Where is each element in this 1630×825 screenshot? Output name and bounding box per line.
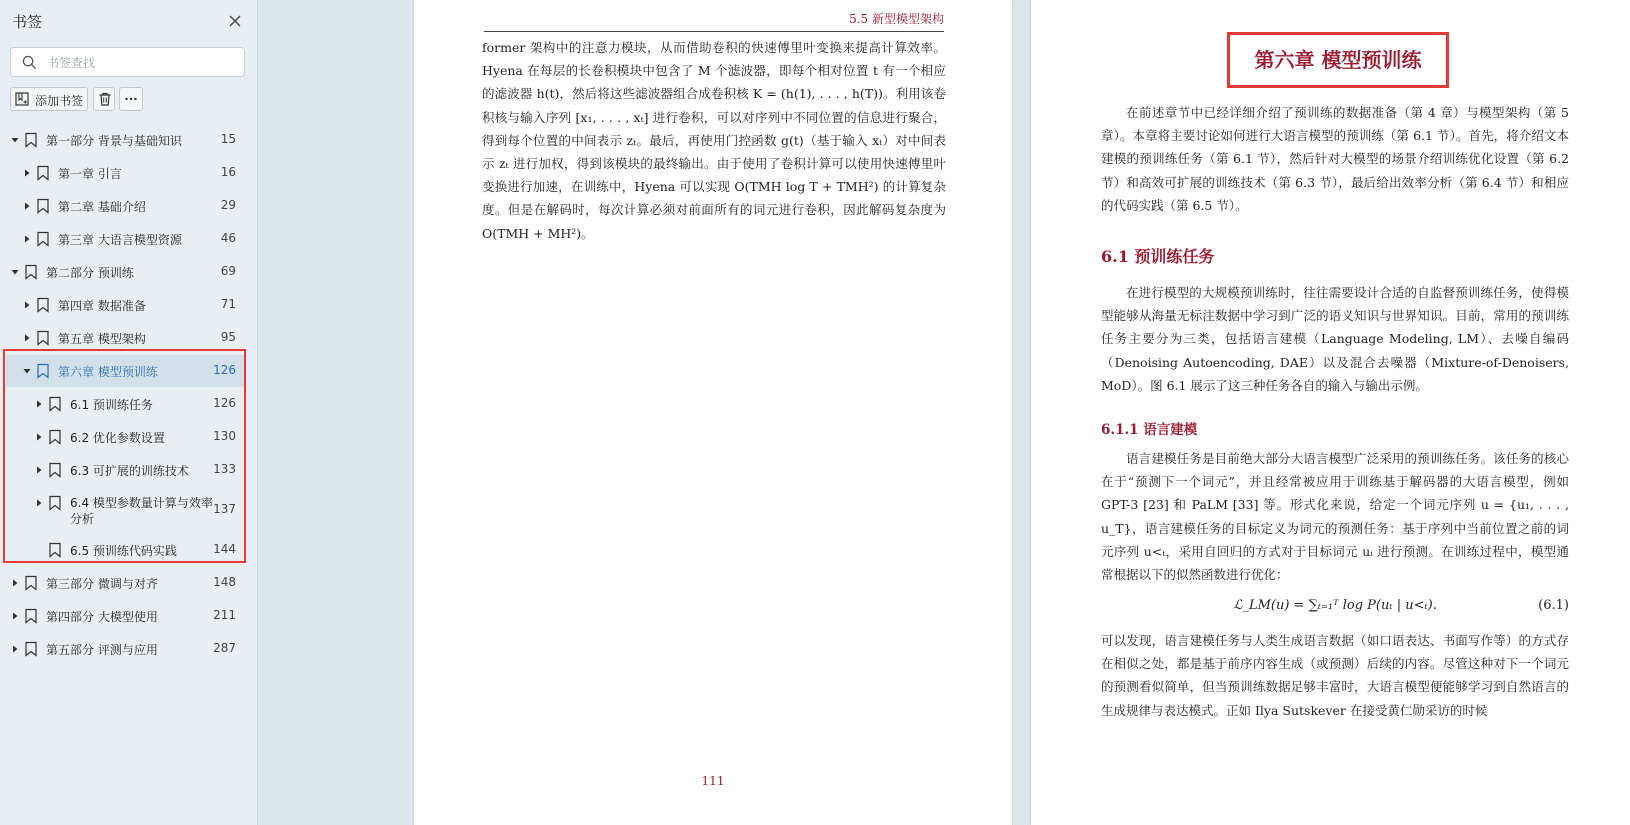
bookmark-label: 第一部分 背景与基础知识 xyxy=(46,134,182,148)
bookmark-item[interactable] xyxy=(6,388,244,420)
bookmark-page-number: 130 xyxy=(213,429,236,443)
bookmark-label: 6.3 可扩展的训练技术 xyxy=(70,464,189,478)
caret-right-icon[interactable] xyxy=(10,611,20,621)
bookmark-search-box[interactable] xyxy=(10,47,245,77)
section-title: 6.1 预训练任务 xyxy=(1101,247,1215,266)
document-page-left xyxy=(414,0,1012,825)
document-page-right xyxy=(1031,0,1630,825)
delete-bookmark-button[interactable] xyxy=(93,87,115,111)
bookmark-label: 第六章 模型预训练 xyxy=(58,365,158,379)
bookmark-item[interactable] xyxy=(6,223,244,255)
bookmark-icon xyxy=(24,132,38,148)
bookmark-icon xyxy=(48,495,62,511)
bookmark-page-number: 29 xyxy=(220,198,236,212)
caret-right-icon[interactable] xyxy=(34,498,44,508)
bookmark-label: 6.1 预训练任务 xyxy=(70,398,153,412)
equation-number: (6.1) xyxy=(1538,598,1569,613)
caret-right-icon[interactable] xyxy=(22,168,32,178)
bookmark-page-number: 287 xyxy=(213,641,236,655)
caret-right-icon[interactable] xyxy=(22,333,32,343)
running-head: 5.5 新型模型架构 xyxy=(484,10,944,32)
bookmark-item[interactable] xyxy=(6,421,244,453)
bookmark-icon xyxy=(24,641,38,657)
caret-right-icon[interactable] xyxy=(10,644,20,654)
bookmark-icon xyxy=(48,396,62,412)
bookmark-item[interactable] xyxy=(6,157,244,189)
caret-right-icon[interactable] xyxy=(10,578,20,588)
add-bookmark-button[interactable] xyxy=(10,87,88,111)
bookmark-page-number: 16 xyxy=(220,165,236,179)
bookmark-item[interactable] xyxy=(6,600,244,632)
chapter-title-highlight xyxy=(1227,32,1449,88)
bookmark-page-number: 15 xyxy=(220,132,236,146)
bookmark-sidebar xyxy=(0,0,258,825)
bookmark-icon xyxy=(36,363,50,379)
bookmark-page-number: 126 xyxy=(213,363,236,377)
chapter-title: 第六章 模型预训练 xyxy=(1254,48,1422,72)
subsection-paragraph: 语言建模任务是目前绝大部分大语言模型广泛采用的预训练任务。该任务的核心在于“预测下一个词元”，并且经常被应用于训练基于解码器的大语言模型，例如 GPT-3 [23] 和 PaLM [33] 等。形式化来说，给定一个词元序列 u = {u₁, . . . , u_T}，语言建模任务的目标定义为词元的预测任务：基于序列中当前位置之前的词元序列 u<ₜ，采用自回归的方式对于目标词元 uᵢ 进行预测。在训练过程中，模型通常根据以下的似然函数进行优化： xyxy=(1101,451,1569,583)
bookmark-label: 第四部分 大模型使用 xyxy=(46,610,158,624)
continuation-paragraph: 可以发现，语言建模任务与人类生成语言数据（如口语表达、书面写作等）的方式存在相似之处，都是基于前序内容生成（或预测）后续的内容。尽管这种对下一个词元的预测看似简单，但当预训练数据足够丰富时，大语言模型便能够学习到自然语言的生成规律与表达模式。正如 Ilya Sutskever 在接受黄仁勋采访的时候 xyxy=(1101,633,1569,718)
bookmark-label: 第五章 模型架构 xyxy=(58,332,146,346)
bookmark-label: 第三章 大语言模型资源 xyxy=(58,233,182,247)
bookmark-icon xyxy=(48,462,62,478)
bookmark-page-number: 137 xyxy=(213,502,236,516)
bookmark-icon xyxy=(24,264,38,280)
bookmark-item[interactable] xyxy=(6,355,244,387)
more-icon xyxy=(123,91,139,107)
bookmark-search-input[interactable] xyxy=(45,52,239,74)
bookmark-label: 6.2 优化参数设置 xyxy=(70,431,165,445)
subsection-title: 6.1.1 语言建模 xyxy=(1101,422,1198,438)
bookmark-item[interactable] xyxy=(6,454,244,486)
section-paragraph: 在进行模型的大规模预训练时，往往需要设计合适的自监督预训练任务，使得模型能够从海量无标注数据中学习到广泛的语义知识与世界知识。目前，常用的预训练任务主要分为三类，包括语言建模（Language Modeling, LM）、去噪自编码（Denoising Autoencoding, DAE）以及混合去噪器（Mixture-of-Denoisers, MoD）。图 6.1 展示了这三种任务各自的输入与输出示例。 xyxy=(1101,285,1569,393)
bookmark-item[interactable] xyxy=(6,289,244,321)
bookmark-page-number: 126 xyxy=(213,396,236,410)
equation-6-1 xyxy=(1101,588,1569,630)
bookmark-icon xyxy=(24,608,38,624)
bookmark-label: 第五部分 评测与应用 xyxy=(46,643,158,657)
bookmark-icon xyxy=(36,297,50,313)
bookmark-label: 第二部分 预训练 xyxy=(46,266,134,280)
bookmark-item[interactable] xyxy=(6,124,244,156)
bookmark-label: 6.5 预训练代码实践 xyxy=(70,544,177,558)
more-options-button[interactable] xyxy=(119,87,143,111)
bookmark-item[interactable] xyxy=(6,633,244,665)
bookmark-item[interactable] xyxy=(6,190,244,222)
bookmark-item[interactable] xyxy=(6,534,244,566)
bookmark-label: 第二章 基础介绍 xyxy=(58,200,146,214)
bookmark-icon xyxy=(36,165,50,181)
bookmark-page-number: 133 xyxy=(213,462,236,476)
bookmark-icon xyxy=(48,542,62,558)
caret-right-icon[interactable] xyxy=(22,201,32,211)
bookmark-icon xyxy=(36,330,50,346)
bookmark-page-number: 95 xyxy=(220,330,236,344)
caret-right-icon[interactable] xyxy=(22,234,32,244)
bookmark-item[interactable] xyxy=(6,322,244,354)
page-number: 111 xyxy=(701,774,725,788)
search-icon xyxy=(22,55,37,70)
sidebar-title: 书签 xyxy=(12,13,43,31)
close-icon[interactable] xyxy=(224,10,246,32)
caret-right-icon[interactable] xyxy=(34,399,44,409)
caret-right-icon[interactable] xyxy=(34,465,44,475)
bookmark-page-number: 71 xyxy=(220,297,236,311)
chapter-intro-paragraph: 在前述章节中已经详细介绍了预训练的数据准备（第 4 章）与模型架构（第 5 章）。本章将主要讨论如何进行大语言模型的预训练（第 6.1 节）。首先，将介绍文本建模的预训练任务（第 6.1 节），然后针对大模型的场景介绍训练优化设置（第 6.2 节）和高效可扩展的训练技术（第 6.3 节），最后给出效率分析（第 6.4 节）和相应的代码实践（第 6.5 节）。 xyxy=(1101,105,1569,213)
bookmark-item[interactable] xyxy=(6,487,244,533)
bookmark-label: 第一章 引言 xyxy=(58,167,122,181)
bookmark-page-number: 211 xyxy=(213,608,236,622)
bookmark-icon xyxy=(48,429,62,445)
add-bookmark-label: 添加书签 xyxy=(35,94,84,108)
bookmark-icon xyxy=(36,198,50,214)
bookmark-page-number: 148 xyxy=(213,575,236,589)
caret-down-icon[interactable] xyxy=(22,366,32,376)
trash-icon xyxy=(97,91,113,107)
bookmark-item[interactable] xyxy=(6,567,244,599)
bookmark-icon xyxy=(36,231,50,247)
add-bookmark-icon xyxy=(15,92,29,106)
bookmark-page-number: 69 xyxy=(220,264,236,278)
caret-down-icon[interactable] xyxy=(10,267,20,277)
caret-right-icon[interactable] xyxy=(34,432,44,442)
bookmark-page-number: 46 xyxy=(220,231,236,245)
body-paragraph: former 架构中的注意力模块，从而借助卷积的快速傅里叶变换来提高计算效率。Hyena 在每层的长卷积模块中包含了 M 个滤波器，即每个相对位置 t 有一个相应的滤波器 h(t)，然后将这些滤波器组合成卷积核 K = (h(1), . . . , h(T))。利用该卷积核与输入序列 [x₁, . . . , xₜ] 进行卷积，可以对序列中不同位置的信息进行聚合，得到每个位置的中间表示 zₜ。最后，再使用门控函数 g(t)（基于输入 xₜ）对中间表示 zₜ 进行加权，得到该模块的最终输出。由于使用了卷积计算可以使用快速傅里叶变换进行加速，在训练中，Hyena 可以实现 O(TMH log T + TMH²) 的计算复杂度。但是在解码时，每次计算必须对前面所有的词元进行卷积，因此解码复杂度为 O(TMH + MH²)。 xyxy=(482,40,946,241)
caret-down-icon[interactable] xyxy=(10,135,20,145)
bookmark-label: 第三部分 微调与对齐 xyxy=(46,577,158,591)
equation-body: ℒ_LM(u) = ∑ₜ₌₁ᵀ log P(uₜ | u<ₜ). xyxy=(1233,598,1437,613)
caret-right-icon[interactable] xyxy=(22,300,32,310)
sidebar-header xyxy=(10,10,246,32)
bookmark-item[interactable] xyxy=(6,256,244,288)
bookmark-label: 第四章 数据准备 xyxy=(58,299,146,313)
bookmark-icon xyxy=(24,575,38,591)
bookmark-page-number: 144 xyxy=(213,542,236,556)
bookmark-label: 6.4 模型参数量计算与效率分析 xyxy=(70,496,213,526)
